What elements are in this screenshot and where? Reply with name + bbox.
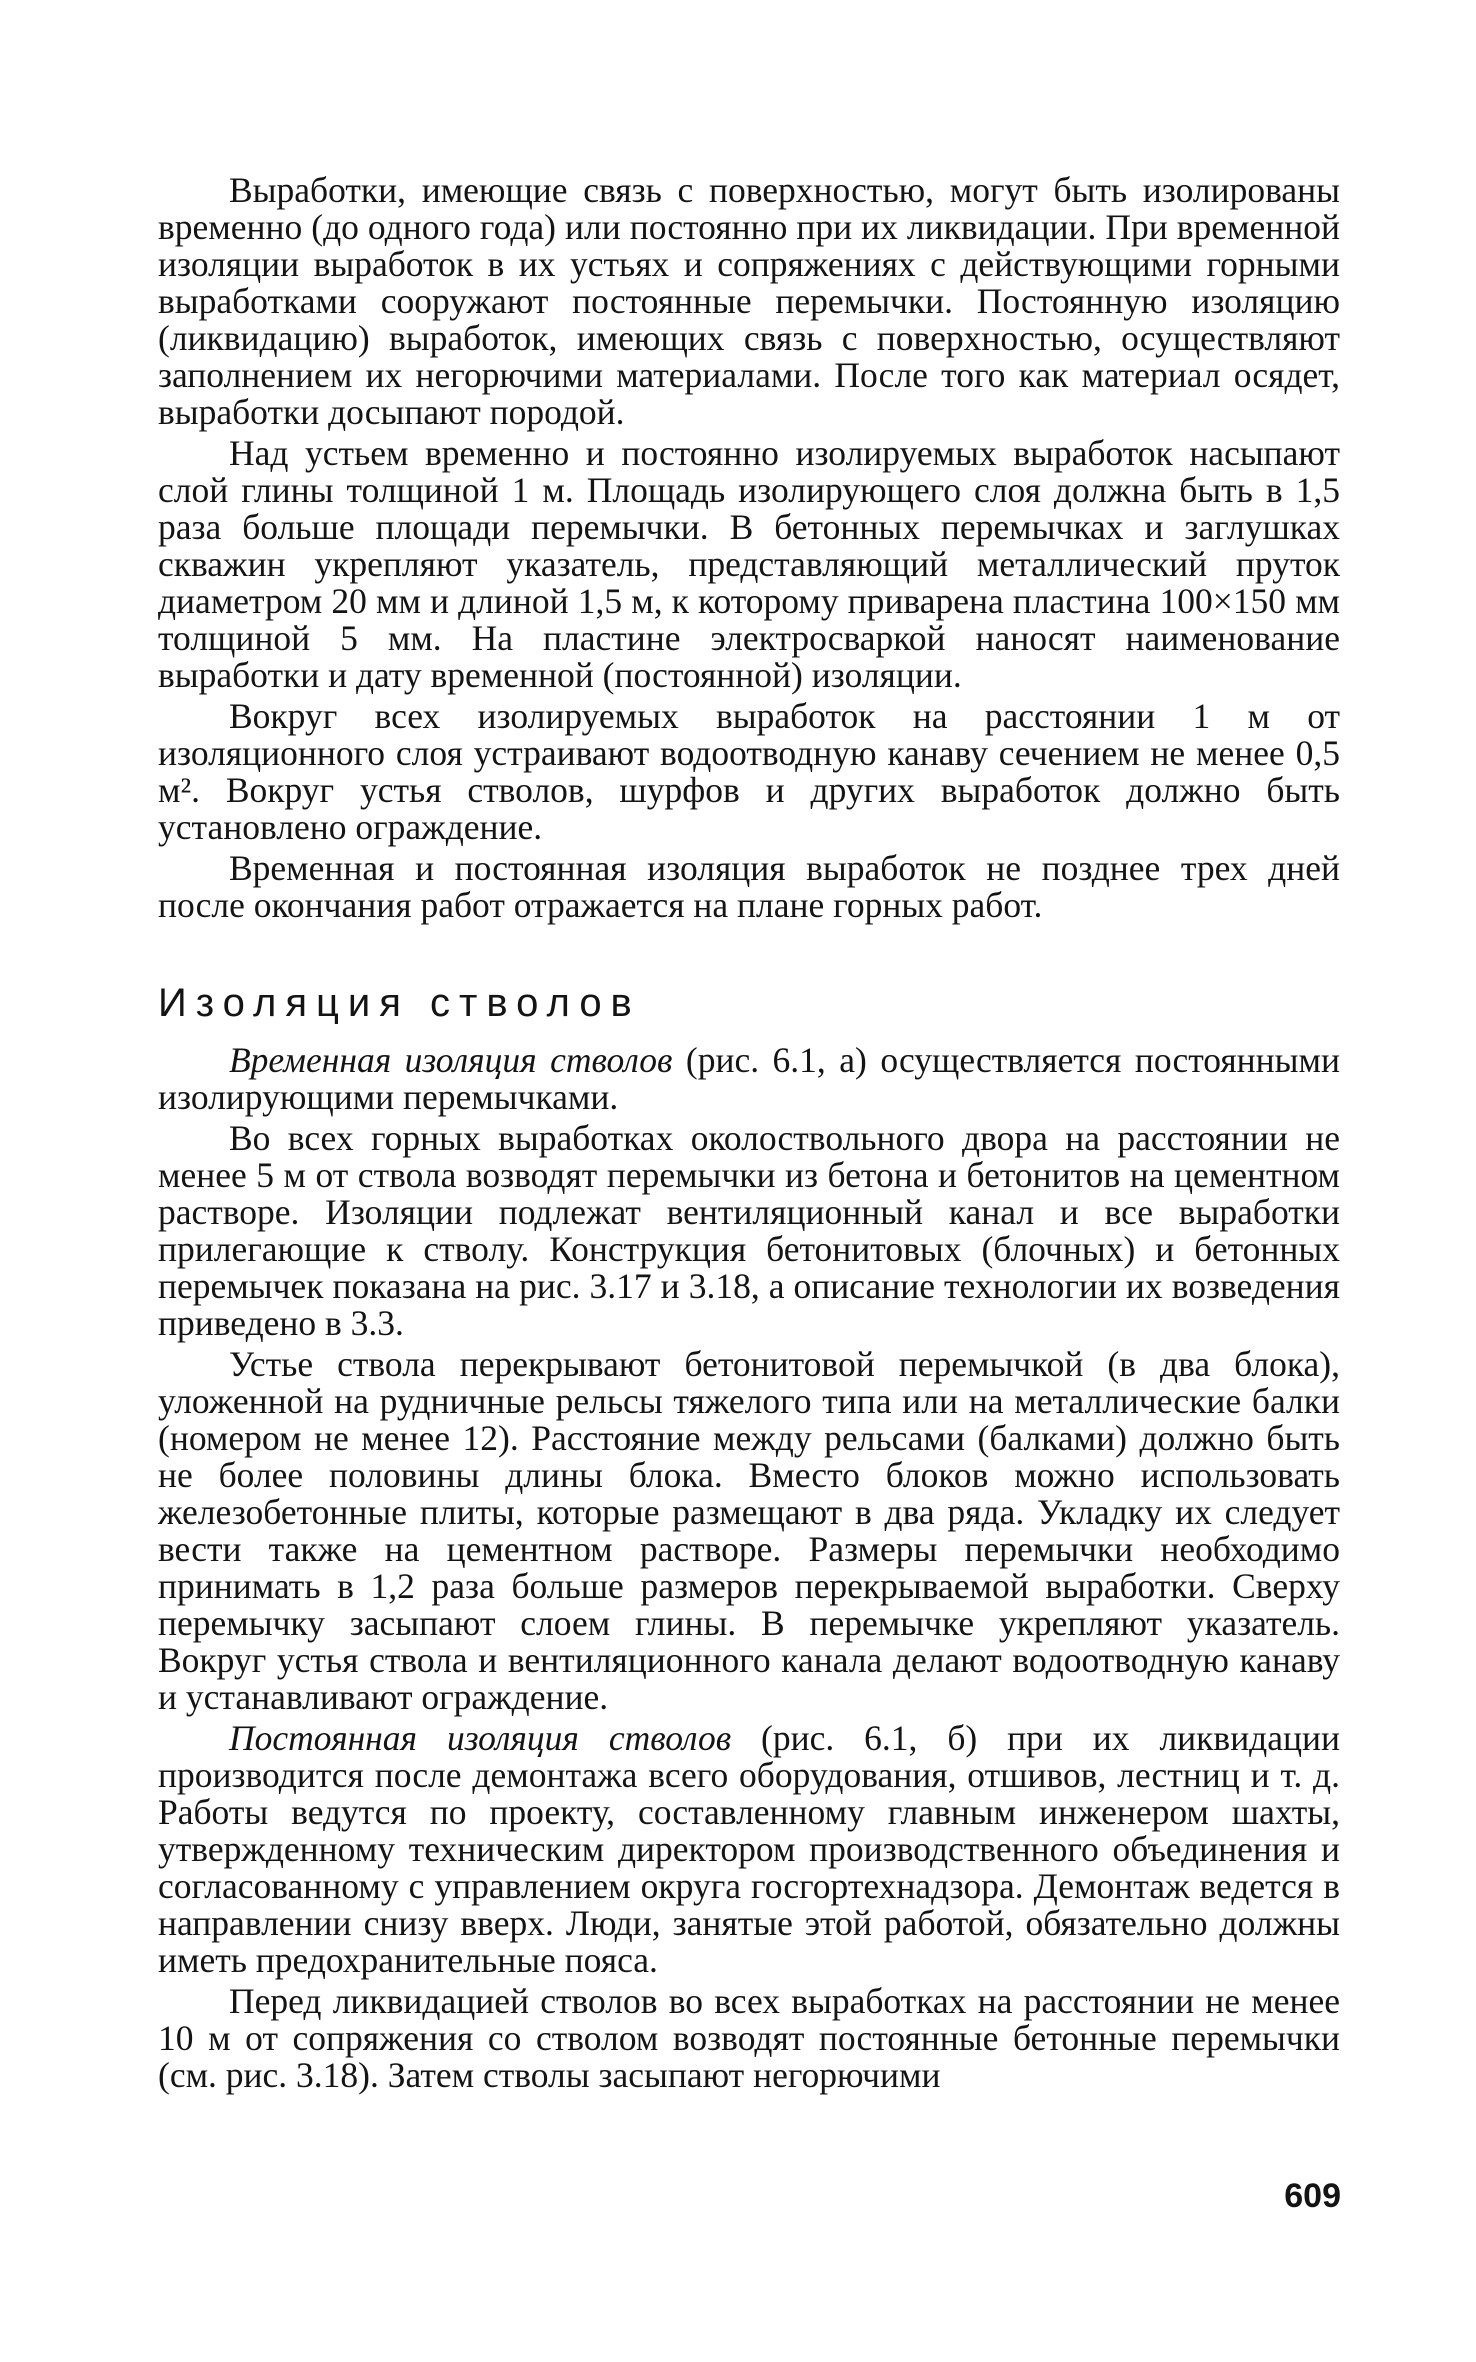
- paragraph-isolation-intro: Выработки, имеющие связь с поверхностью, могут быть изолированы временно (до одного года) или постоянно при их ликвидации. При временной изоляции выработок в их устьях и сопряжениях с действующими горными выработками сооружают постоянные перемычки. Постоянную изоляцию (ликвидацию) выработок, имеющих связь с поверхностью, осуществляют заполнением их негорючими материалами. После того как материал осядет, выработки досыпают породой.: [158, 170, 1340, 432]
- page-body: [158, 172, 1340, 2094]
- term-temporary-isolation: Временная изоляция стволов: [229, 1040, 673, 1080]
- term-permanent-isolation: Постоянная изоляция стволов: [229, 1718, 732, 1758]
- paragraph-mine-plan: Временная и постоянная изоляция выработок не позднее трех дней после окончания работ отражается на плане горных работ.: [158, 848, 1340, 925]
- paragraph-clay-layer: Над устьем временно и постоянно изолируемых выработок насыпают слой глины толщиной 1 м. Площадь изолирующего слоя должна быть в 1,5 раза больше площади перемычки. В бетонных перемычках и заглушках скважин укрепляют указатель, представляющий металлический пруток диаметром 20 мм и длиной 1,5 м, к которому приварена пластина 100×150 мм толщиной 5 мм. На пластине электросваркой наносят наименование выработки и дату временной (постоянной) изоляции.: [158, 433, 1340, 695]
- paragraph-shaft-collar: Устье ствола перекрывают бетонитовой перемычкой (в два блока), уложенной на рудничные рельсы тяжелого типа или на металлические балки (номером не менее 12). Расстояние между рельсами (балками) должно быть не более половины длины блока. Вместо блоков можно использовать железобетонные плиты, которые размещают в два ряда. Укладку их следует вести также на цементном растворе. Размеры перемычки необходимо принимать в 1,2 раза больше размеров перекрываемой выработки. Сверху перемычку засыпают слоем глины. В перемычке укрепляют указатель. Вокруг устья ствола и вентиляционного канала делают водоотводную канаву и устанавливают ограждение.: [158, 1344, 1340, 1717]
- paragraph-temporary-isolation: [158, 1042, 1340, 1116]
- section-heading: Изоляция стволов: [158, 981, 641, 1025]
- temporary-isolation-text: (рис. 6.1, а) осуществляется постоянными изолирующими перемычками.: [158, 1040, 1340, 1117]
- page-number: 609: [1284, 2177, 1341, 2215]
- paragraph-permanent-isolation: [158, 1720, 1340, 1979]
- permanent-isolation-text: (рис. 6.1, б) при их ликвидации производится после демонтажа всего оборудования, отшивов, лестниц и т. д. Работы ведутся по проекту, составленному главным инженером шахты, утвержденному техническим директором производственного объединения и согласованному с управлением округа госгортехнадзора. Демонтаж ведется в направлении снизу вверх. Люди, занятые этой работой, обязательно должны иметь предохранительные пояса.: [158, 1718, 1340, 1980]
- paragraph-liquidation: Перед ликвидацией стволов во всех выработках на расстоянии не менее 10 м от сопряжения со стволом возводят постоянные бетонные перемычки (см. рис. 3.18). Затем стволы засыпают негорючими: [158, 1981, 1340, 2095]
- paragraph-drainage-ditch: Вокруг всех изолируемых выработок на расстоянии 1 м от изоляционного слоя устраивают водоотводную канаву сечением не менее 0,5 м². Вокруг устья стволов, шурфов и других выработок должно быть установлено ограждение.: [158, 696, 1340, 847]
- paragraph-shaft-yard: Во всех горных выработках околоствольного двора на расстоянии не менее 5 м от ствола возводят перемычки из бетона и бетонитов на цементном растворе. Изоляции подлежат вентиляционный канал и все выработки прилегающие к стволу. Конструкция бетонитовых (блочных) и бетонных перемычек показана на рис. 3.17 и 3.18, а описание технологии их возведения приведено в 3.3.: [158, 1118, 1340, 1343]
